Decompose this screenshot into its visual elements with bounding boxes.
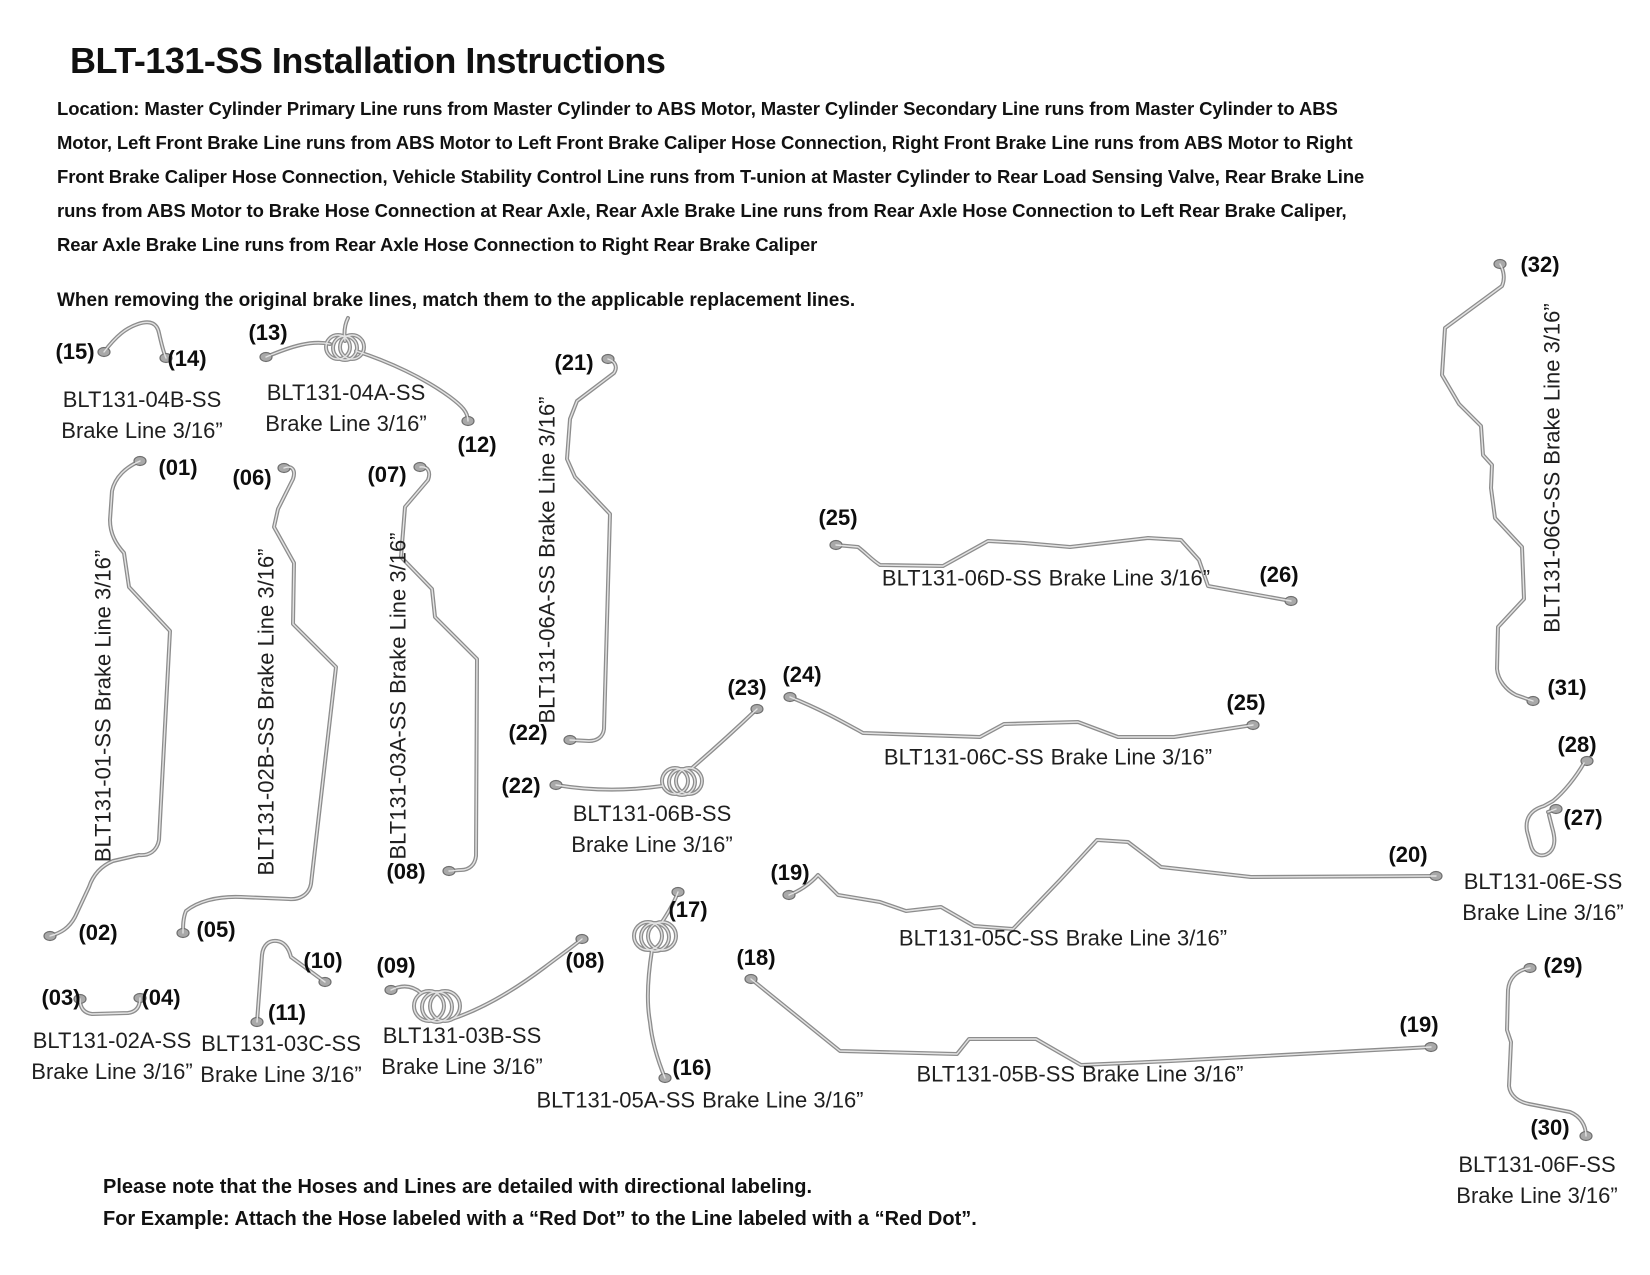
part-number: BLT131-04A-SS [266,380,426,405]
brake-line-blt131-05c-ss [789,840,1436,929]
part-size: Brake Line 3/16” [61,418,223,443]
callout-15: (15) [55,339,95,364]
part-number: BLT131-06E-SS [1463,869,1623,894]
part-number: BLT131-01-SS [90,718,116,863]
brake-line-blt131-03b-ss [391,939,582,1019]
part-size: Brake Line 3/16” [702,1087,864,1113]
instruction-note: When removing the original brake lines, match them to the applicable replacement lines. [57,290,856,311]
fitting-nut [1247,721,1259,730]
part-label-blt131-06c-ss [884,742,1212,773]
callout-22: (22) [508,720,548,745]
part-size: Brake Line 3/16” [253,548,279,710]
callout-12: (12) [457,432,497,457]
callout-16: (16) [672,1055,712,1080]
part-size: Brake Line 3/16” [90,549,116,712]
callout-10: (10) [303,948,343,973]
callout-18: (18) [736,945,776,970]
part-size: Brake Line 3/16” [571,832,733,857]
callout-27: (27) [1563,805,1603,830]
part-size: Brake Line 3/16” [200,1062,362,1087]
brake-line-blt131-06f-ss [1507,968,1586,1136]
callout-01: (01) [158,455,198,480]
fitting-nut [385,986,397,995]
part-label-blt131-06f-ss [1456,1149,1617,1211]
part-number: BLT131-06D-SS [881,565,1042,591]
callout-31: (31) [1547,675,1587,700]
callout-29: (29) [1543,953,1583,978]
fitting-nut [1430,872,1442,881]
location-line: runs from ABS Motor to Brake Hose Connection at Rear Axle, Rear Axle Brake Line runs from Rear Axle Hose Connection to Left Rear Brake Caliper, [57,200,1347,221]
part-label-blt131-06g-ss [1537,303,1568,632]
part-number: BLT131-06B-SS [572,801,732,826]
fitting-nut [784,693,796,702]
callout-19: (19) [1399,1012,1439,1037]
brake-line-blt131-04b-ss [104,322,166,358]
fitting-nut [44,932,56,941]
part-label-blt131-05a-ss [536,1085,863,1116]
brake-line-blt131-06c-ss [790,697,1253,737]
part-label-blt131-04a-ss [265,377,426,439]
part-size: Brake Line 3/16” [1082,1061,1244,1087]
fitting-nut [98,348,110,357]
fitting-nut [745,975,757,984]
fitting-nut [1285,597,1297,606]
part-size: Brake Line 3/16” [1539,303,1565,465]
part-number: BLT131-04B-SS [62,387,222,412]
part-size: Brake Line 3/16” [1050,744,1213,770]
fitting-nut [564,736,576,745]
fitting-nut [1580,1132,1592,1141]
part-size: Brake Line 3/16” [1065,925,1228,951]
fitting-nut [251,1018,263,1027]
fitting-nut [260,353,272,362]
location-line: Motor, Left Front Brake Line runs from ABS Motor to Left Front Brake Caliper Hose Connection, Right Front Brake Line runs from ABS Motor to Right [57,132,1353,153]
fitting-nut [1527,697,1539,706]
callout-21: (21) [554,350,594,375]
callout-25: (25) [818,505,858,530]
part-number: BLT131-06A-SS [534,564,560,724]
footer-note-2: For Example: Attach the Hose labeled with a “Red Dot” to the Line labeled with a “Red Dot”. [103,1208,977,1230]
part-number: BLT131-06F-SS [1458,1152,1616,1177]
callout-17: (17) [668,897,708,922]
fitting-nut [576,935,588,944]
part-label-blt131-03b-ss [381,1020,542,1082]
fitting-nut [783,891,795,900]
fitting-nut [462,417,474,426]
callout-20: (20) [1388,842,1428,867]
callout-06: (06) [232,465,272,490]
callout-23: (23) [727,675,767,700]
fitting-nut [319,978,331,987]
part-number: BLT131-06G-SS [1539,471,1565,633]
part-size: Brake Line 3/16” [1456,1183,1618,1208]
part-label-blt131-05b-ss [916,1059,1243,1090]
callout-22: (22) [501,773,541,798]
part-label-blt131-02a-ss [31,1025,192,1087]
part-number: BLT131-05A-SS [536,1087,696,1113]
location-line: Rear Axle Brake Line runs from Rear Axle Hose Connection to Right Rear Brake Caliper [57,234,818,255]
part-label-blt131-02b-ss [251,548,282,875]
footer-note-1: Please note that the Hoses and Lines are detailed with directional labeling. [103,1176,813,1198]
callout-05: (05) [196,917,236,942]
part-number: BLT131-02B-SS [253,716,279,876]
part-label-blt131-06a-ss [532,396,563,723]
location-line: Location: Master Cylinder Primary Line runs from Master Cylinder to ABS Motor, Master Cylinder Secondary Line runs from Master Cylinder to ABS [57,98,1338,119]
part-number: BLT131-06C-SS [883,744,1044,770]
fitting-nut [1494,260,1506,269]
part-size: Brake Line 3/16” [381,1054,543,1079]
callout-28: (28) [1557,732,1597,757]
part-number: BLT131-05C-SS [898,925,1059,951]
part-number: BLT131-05B-SS [916,1061,1076,1087]
callout-24: (24) [782,662,822,687]
brake-line-blt131-05c-ss-highlight [789,840,1436,929]
part-size: Brake Line 3/16” [265,411,427,436]
part-label-blt131-03c-ss [200,1028,361,1090]
callout-02: (02) [78,920,118,945]
part-size: Brake Line 3/16” [31,1059,193,1084]
part-size: Brake Line 3/16” [534,396,560,558]
brake-line-blt131-02a-ss [80,998,140,1014]
fitting-nut [1524,964,1536,973]
callout-04: (04) [141,985,181,1010]
part-label-blt131-06e-ss [1462,866,1623,928]
part-size: Brake Line 3/16” [1048,565,1211,591]
fitting-nut [134,457,146,466]
part-label-blt131-06b-ss [571,798,732,860]
fitting-nut [602,355,614,364]
part-label-blt131-01-ss [88,550,119,862]
brake-line-blt131-05b-ss [751,979,1431,1065]
callout-30: (30) [1530,1115,1570,1140]
callout-13: (13) [248,320,288,345]
fitting-nut [659,1074,671,1083]
fitting-nut [751,705,763,714]
brake-line-blt131-06g-ss [1442,264,1533,701]
callout-03: (03) [41,985,81,1010]
fitting-nut [414,463,426,472]
part-label-blt131-03a-ss [383,532,414,859]
location-line: Front Brake Caliper Hose Connection, Vehicle Stability Control Line runs from T-union at Master Cylinder to Rear Load Sensing Valve, Rear Brake Line [57,166,1365,187]
fitting-nut [830,541,842,550]
fitting-nut [177,929,189,938]
part-label-blt131-06d-ss [882,563,1210,594]
callout-08: (08) [565,948,605,973]
brake-line-blt131-06f-ss-highlight [1507,968,1586,1136]
brake-line-blt131-06b-ss [556,709,757,790]
fitting-nut [550,781,562,790]
callout-19: (19) [770,860,810,885]
brake-line-blt131-06a-ss [567,359,616,741]
callout-11: (11) [268,1000,306,1025]
part-number: BLT131-03B-SS [382,1023,542,1048]
part-number: BLT131-03A-SS [385,700,411,860]
brake-line-blt131-06g-ss-highlight [1442,264,1533,701]
part-size: Brake Line 3/16” [1462,900,1624,925]
callout-07: (07) [367,462,407,487]
callout-09: (09) [376,953,416,978]
callout-08: (08) [386,859,426,884]
part-size: Brake Line 3/16” [385,532,411,694]
page-title: BLT-131-SS Installation Instructions [70,40,666,81]
part-label-blt131-04b-ss [61,384,222,446]
callout-26: (26) [1259,562,1299,587]
callout-32: (32) [1520,252,1560,277]
fitting-nut [1550,805,1562,814]
part-number: BLT131-03C-SS [201,1031,361,1056]
part-number: BLT131-02A-SS [32,1028,192,1053]
fitting-nut [443,867,455,876]
brake-line-blt131-06b-ss-highlight [556,709,757,790]
callout-14: (14) [167,346,207,371]
fitting-nut [672,888,684,897]
brake-line-blt131-03b-ss-highlight [391,939,582,1019]
part-label-blt131-05c-ss [899,923,1227,954]
fitting-nut [278,464,290,473]
fitting-nut [1425,1043,1437,1052]
callout-25: (25) [1226,690,1266,715]
